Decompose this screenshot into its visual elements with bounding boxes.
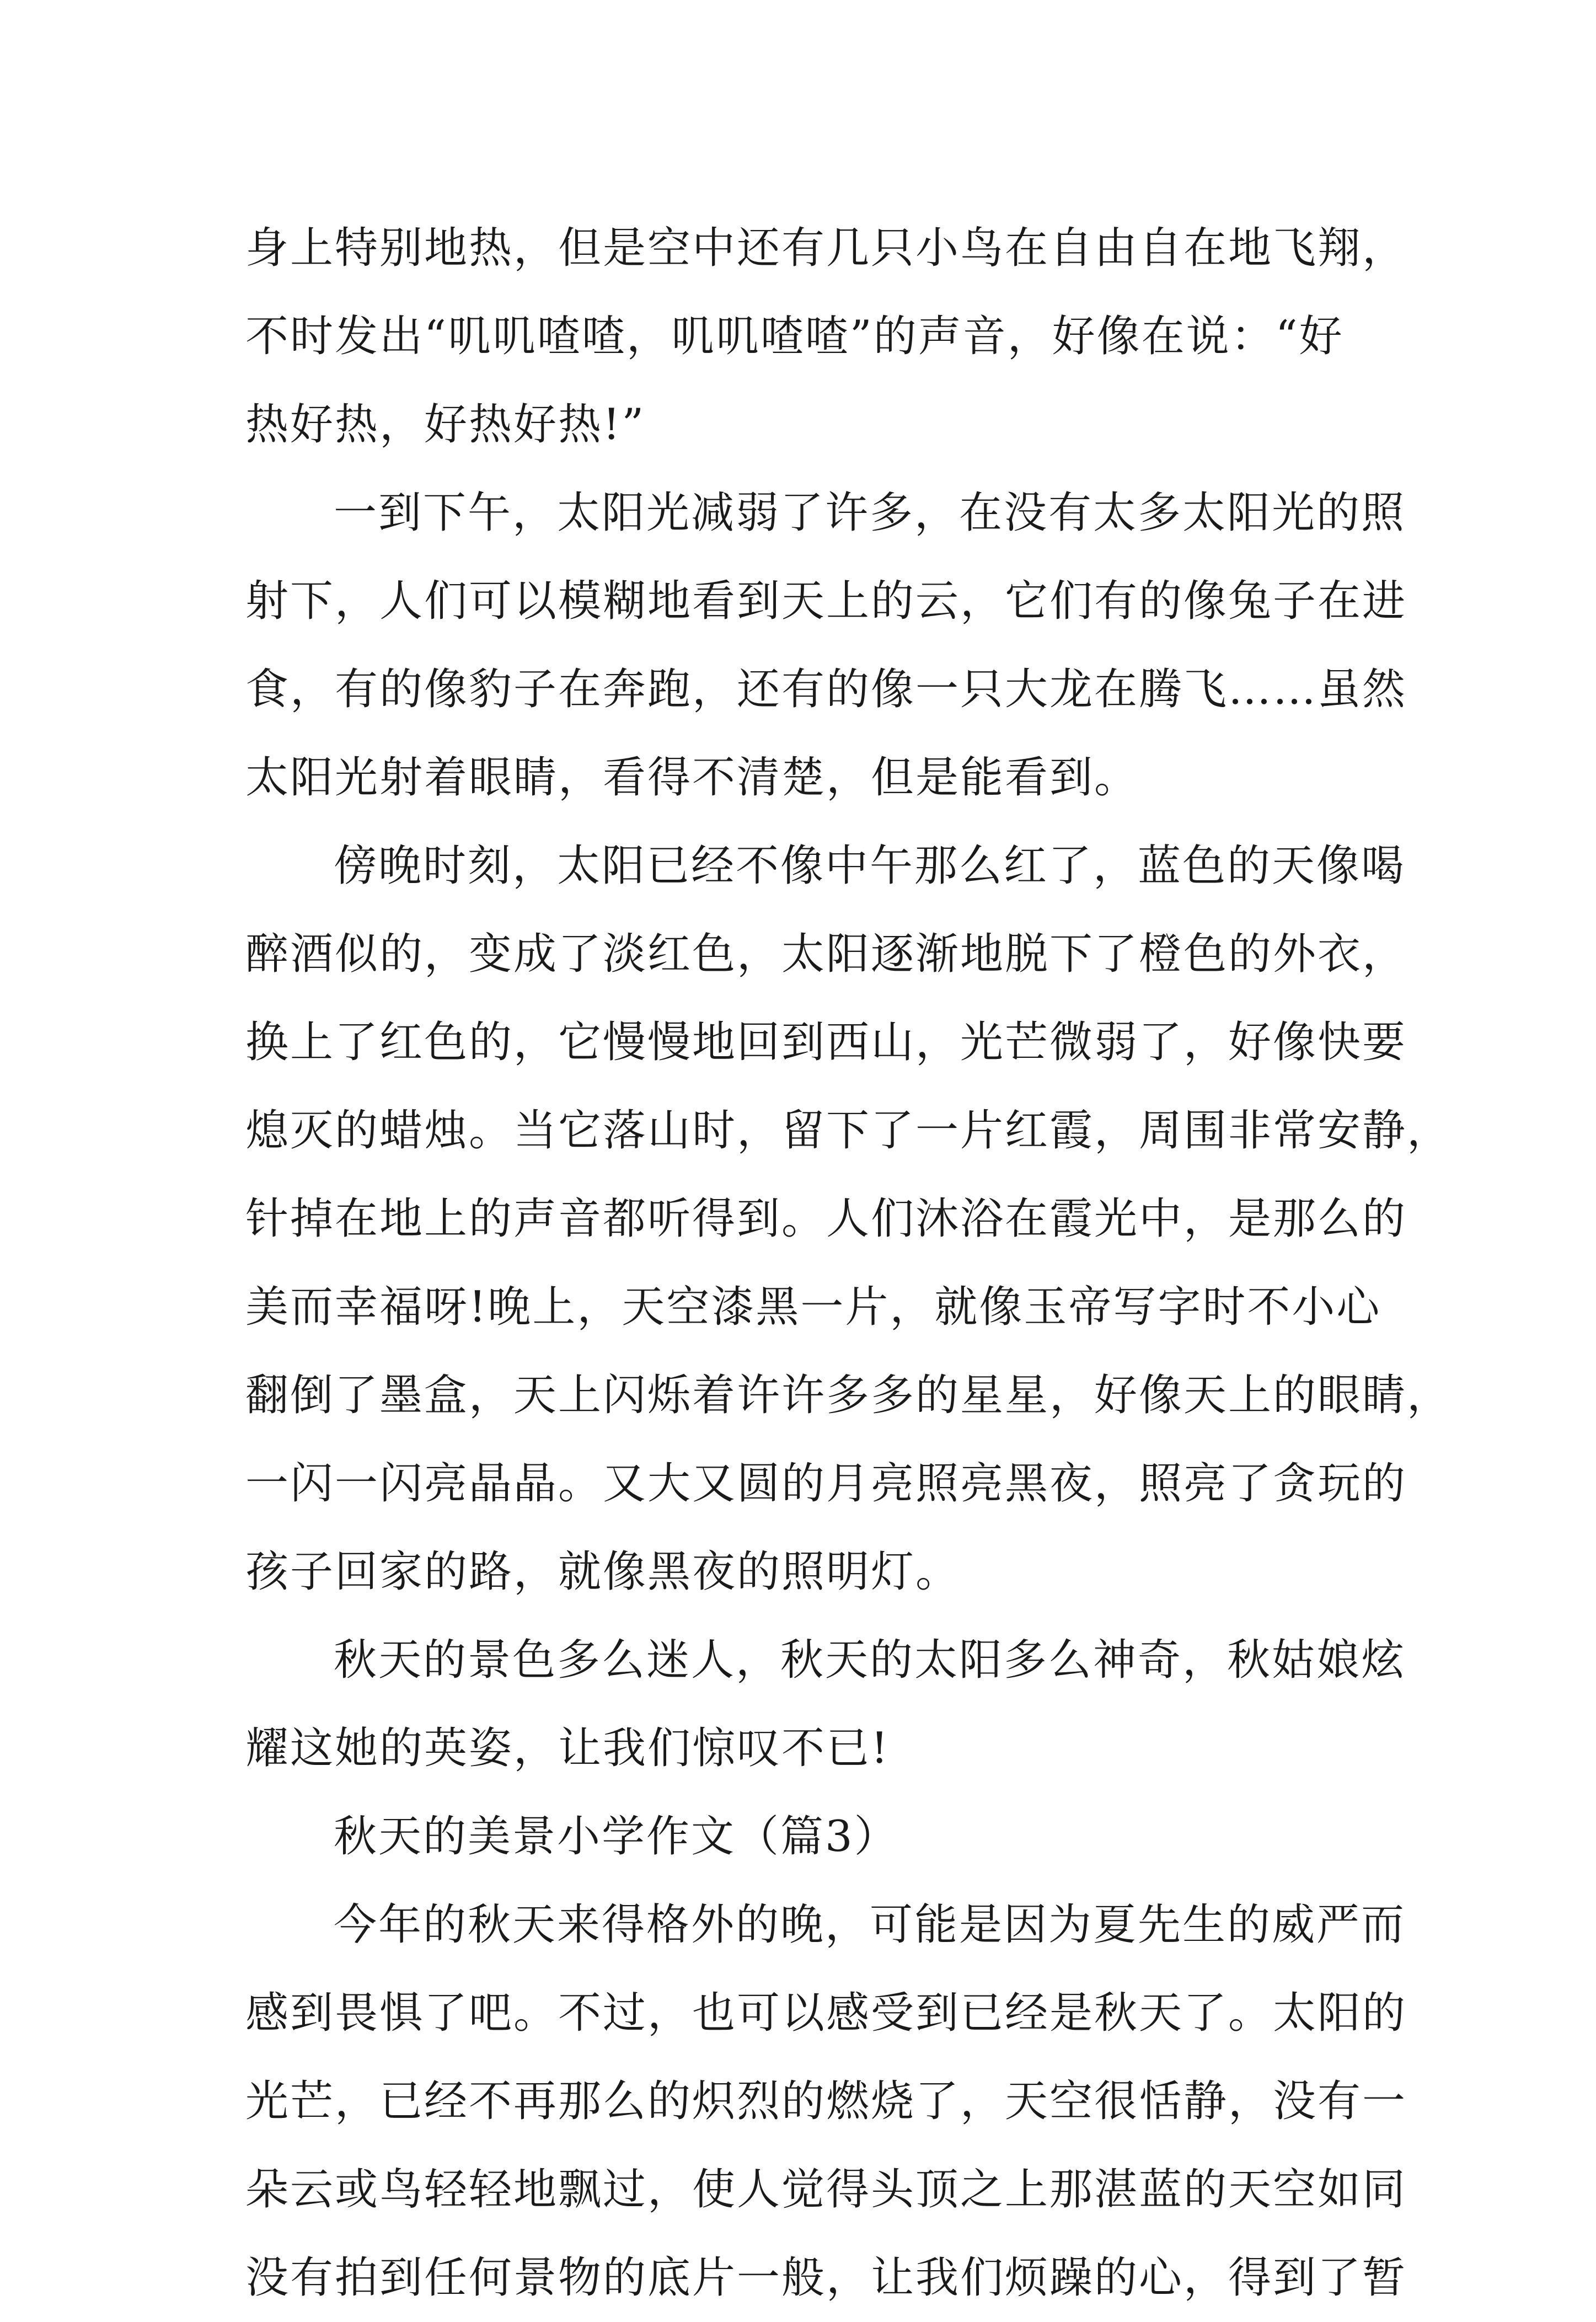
text-line: 感到畏惧了吧。不过，也可以感受到已经是秋天了。太阳的 [245, 1988, 1407, 2038]
text-line: 醉酒似的，变成了淡红色，太阳逐渐地脱下了橙色的外衣， [245, 929, 1407, 979]
text-line: 朵云或鸟轻轻地飘过，使人觉得头顶之上那湛蓝的天空如同 [245, 2165, 1407, 2214]
text-line: 没有拍到任何景物的底片一般，让我们烦躁的心，得到了暂 [245, 2253, 1407, 2303]
text-line: 身上特别地热，但是空中还有几只小鸟在自由自在地飞翔， [245, 223, 1407, 273]
text-line: 熄灭的蜡烛。当它落山时，留下了一片红霞，周围非常安静， [245, 1106, 1452, 1155]
text-line: 孩子回家的路，就像黑夜的照明灯。 [245, 1547, 961, 1597]
text-line: 一闪一闪亮晶晶。又大又圆的月亮照亮黑夜，照亮了贪玩的 [245, 1459, 1407, 1508]
text-line: 太阳光射着眼睛，看得不清楚，但是能看到。 [245, 753, 1139, 802]
text-line: 耀这她的英姿，让我们惊叹不已! [245, 1724, 890, 1773]
text-line: 光芒，已经不再那么的炽烈的燃烧了，天空很恬静，没有一 [245, 2077, 1407, 2126]
text-line: 翻倒了墨盒，天上闪烁着许许多多的星星，好像天上的眼睛， [245, 1371, 1452, 1420]
paragraph-first-line: 一到下午，太阳光减弱了许多，在没有太多太阳光的照 [334, 488, 1406, 538]
text-line: 射下，人们可以模糊地看到天上的云，它们有的像兔子在进 [245, 576, 1407, 626]
paragraph-first-line: 秋天的景色多么迷人，秋天的太阳多么神奇，秋姑娘炫 [334, 1635, 1406, 1685]
text-line: 食，有的像豹子在奔跑，还有的像一只大龙在腾飞……虽然 [245, 665, 1407, 714]
text-line: 针掉在地上的声音都听得到。人们沐浴在霞光中，是那么的 [245, 1194, 1407, 1244]
paragraph-first-line: 今年的秋天来得格外的晚，可能是因为夏先生的威严而 [334, 1900, 1406, 1950]
text-line: 不时发出“叽叽喳喳，叽叽喳喳”的声音，好像在说：“好 [245, 312, 1344, 361]
text-line: 换上了红色的，它慢慢地回到西山，光芒微弱了，好像快要 [245, 1018, 1407, 1067]
text-line: 美而幸福呀!晚上，天空漆黑一片，就像玉帝写字时不小心 [245, 1282, 1381, 1332]
paragraph-first-line: 傍晚时刻，太阳已经不像中午那么红了，蓝色的天像喝 [334, 841, 1406, 891]
section-heading: 秋天的美景小学作文（篇3） [334, 1812, 899, 1861]
text-line: 热好热，好热好热!” [245, 400, 646, 450]
